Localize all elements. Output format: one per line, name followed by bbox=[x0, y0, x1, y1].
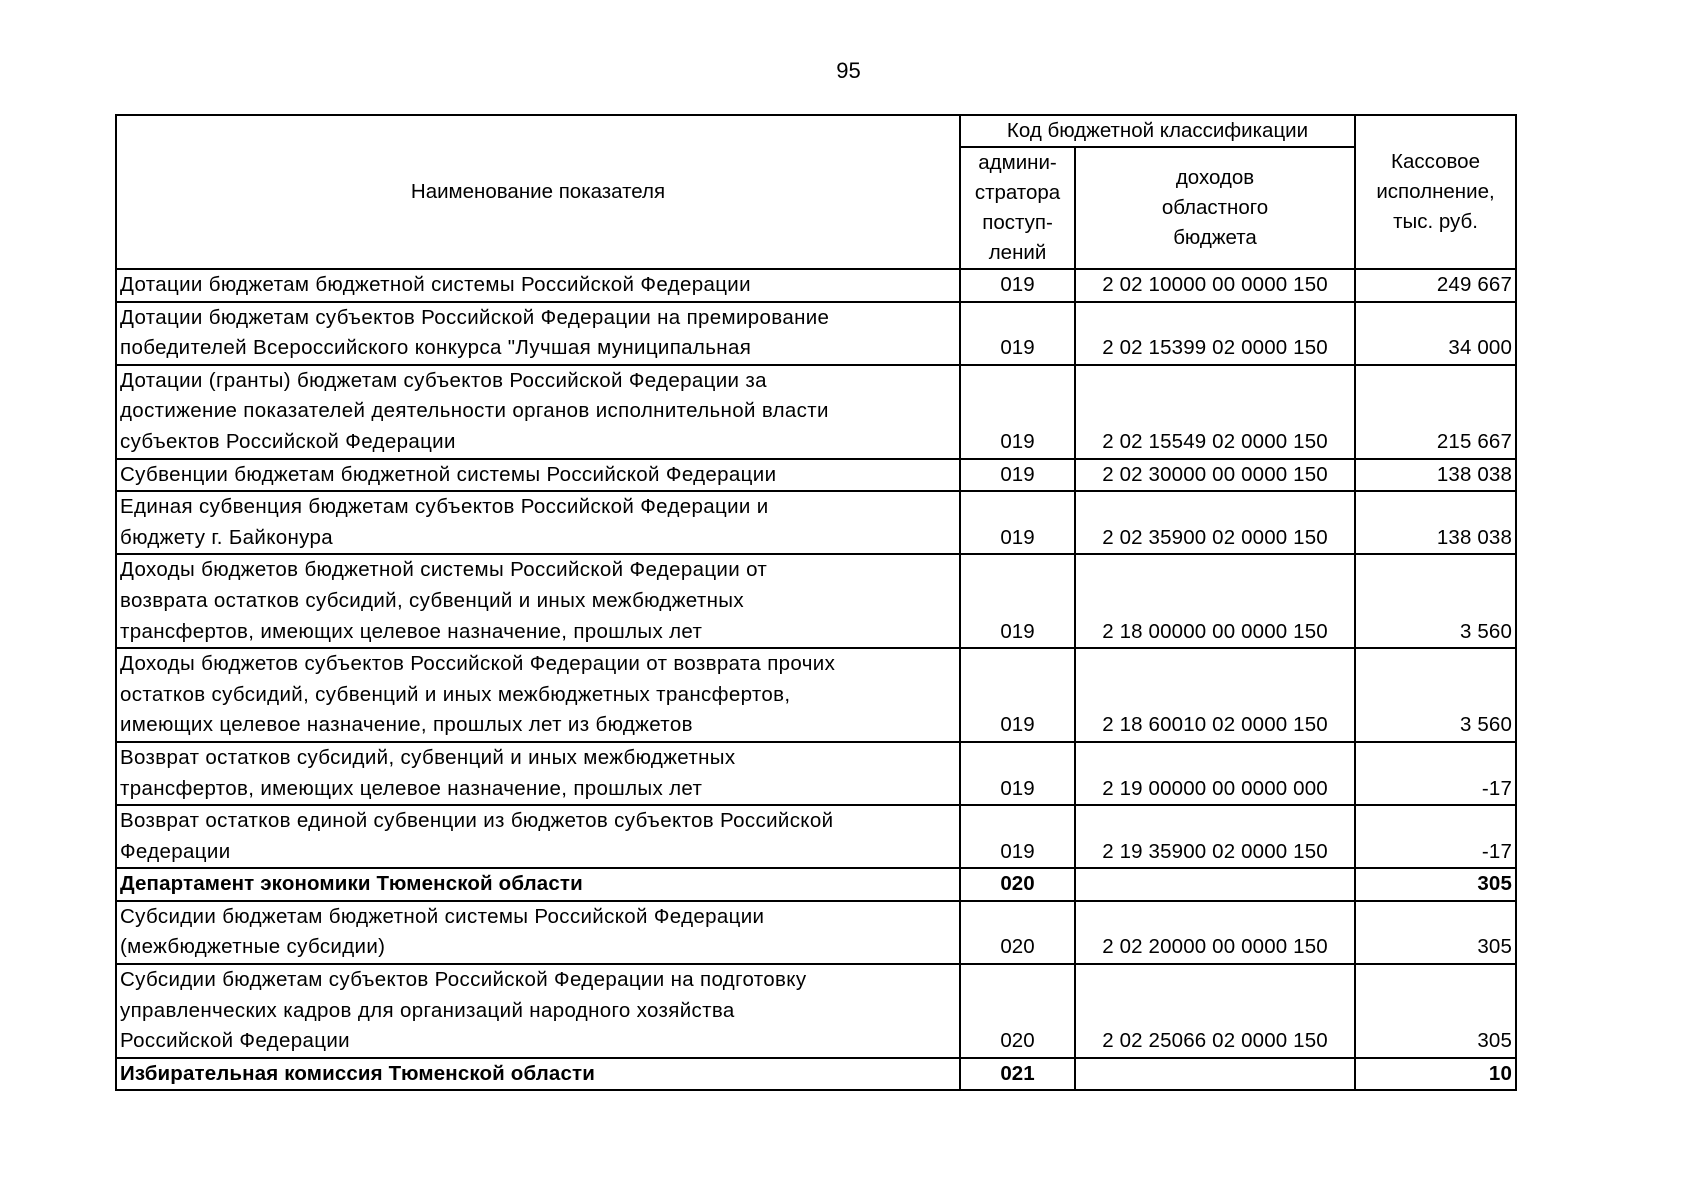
table-row bbox=[116, 302, 1516, 365]
table-row bbox=[116, 901, 1516, 964]
row-sum: 215 667 bbox=[1355, 365, 1516, 459]
row-admin-code: 021 bbox=[960, 1058, 1075, 1091]
header-admin bbox=[960, 147, 1075, 269]
row-name bbox=[116, 742, 960, 805]
row-name bbox=[116, 365, 960, 459]
row-name-line: Субсидии бюджетам субъектов Российской Федерации на подготовку bbox=[120, 968, 807, 992]
row-income-code: 2 18 00000 00 0000 150 bbox=[1075, 554, 1355, 648]
table-row bbox=[116, 964, 1516, 1058]
row-name-line: управленческих кадров для организаций народного хозяйства bbox=[120, 998, 735, 1022]
row-admin-code: 019 bbox=[960, 554, 1075, 648]
table-row bbox=[116, 648, 1516, 742]
row-name-line: трансфертов, имеющих целевое назначение, прошлых лет bbox=[120, 619, 703, 643]
header-admin-line: поступ- bbox=[982, 211, 1053, 234]
table-row bbox=[116, 1058, 1516, 1091]
row-name-line: Возврат остатков единой субвенции из бюджетов субъектов Российской bbox=[120, 809, 834, 833]
header-code-group: Код бюджетной классификации bbox=[960, 115, 1355, 147]
header-sum-line: Кассовое bbox=[1391, 150, 1480, 173]
table-row bbox=[116, 269, 1516, 302]
row-name-line: Дотации бюджетам бюджетной системы Российской Федерации bbox=[120, 273, 751, 296]
row-income-code: 2 18 60010 02 0000 150 bbox=[1075, 648, 1355, 742]
row-name-line: Федерации bbox=[120, 839, 231, 863]
header-income bbox=[1075, 147, 1355, 269]
row-name-line: Дотации (гранты) бюджетам субъектов Российской Федерации за bbox=[120, 368, 767, 392]
row-income-code: 2 02 35900 02 0000 150 bbox=[1075, 491, 1355, 554]
header-admin-line: лений bbox=[988, 241, 1047, 264]
page-number: 95 bbox=[836, 58, 861, 83]
row-name-line: Единая субвенция бюджетам субъектов Российской Федерации и bbox=[120, 495, 769, 519]
row-income-code: 2 02 30000 00 0000 150 bbox=[1075, 459, 1355, 492]
row-name bbox=[116, 269, 960, 302]
row-admin-code: 019 bbox=[960, 805, 1075, 868]
header-admin-line: стратора bbox=[974, 181, 1061, 204]
row-admin-code: 020 bbox=[960, 964, 1075, 1058]
row-admin-code: 019 bbox=[960, 459, 1075, 492]
header-admin-line: админи- bbox=[978, 151, 1057, 174]
row-name-line: субъектов Российской Федерации bbox=[120, 429, 456, 453]
table-row bbox=[116, 868, 1516, 901]
row-admin-code: 019 bbox=[960, 491, 1075, 554]
row-sum: 305 bbox=[1355, 901, 1516, 964]
row-sum: 34 000 bbox=[1355, 302, 1516, 365]
table-row bbox=[116, 491, 1516, 554]
row-admin-code: 020 bbox=[960, 868, 1075, 901]
header-income-line: бюджета bbox=[1173, 226, 1257, 249]
row-name bbox=[116, 302, 960, 365]
row-name bbox=[116, 1058, 960, 1091]
table-row bbox=[116, 459, 1516, 492]
row-sum: 138 038 bbox=[1355, 459, 1516, 492]
row-sum: -17 bbox=[1355, 742, 1516, 805]
row-name-line: Российской Федерации bbox=[120, 1029, 350, 1053]
row-name-line: Избирательная комиссия Тюменской области bbox=[120, 1061, 595, 1085]
header-sum-line: исполнение, bbox=[1376, 180, 1495, 203]
row-name-line: достижение показателей деятельности органов исполнительной власти bbox=[120, 399, 829, 423]
row-name bbox=[116, 648, 960, 742]
row-admin-code: 019 bbox=[960, 648, 1075, 742]
row-income-code: 2 02 25066 02 0000 150 bbox=[1075, 964, 1355, 1058]
row-name bbox=[116, 459, 960, 492]
header-sum bbox=[1355, 115, 1516, 269]
row-name-line: победителей Всероссийского конкурса "Лучшая муниципальная bbox=[120, 336, 752, 360]
row-income-code: 2 02 20000 00 0000 150 bbox=[1075, 901, 1355, 964]
row-name-line: бюджету г. Байконура bbox=[120, 525, 334, 549]
row-name-line: возврата остатков субсидий, субвенций и иных межбюджетных bbox=[120, 588, 744, 612]
table-header bbox=[116, 115, 1516, 269]
row-admin-code: 019 bbox=[960, 742, 1075, 805]
row-sum: 3 560 bbox=[1355, 554, 1516, 648]
header-income-line: областного bbox=[1161, 196, 1269, 219]
row-name bbox=[116, 554, 960, 648]
row-sum: 138 038 bbox=[1355, 491, 1516, 554]
row-admin-code: 019 bbox=[960, 302, 1075, 365]
header-sum-line: тыс. руб. bbox=[1393, 210, 1478, 233]
row-name bbox=[116, 491, 960, 554]
row-name-line: Дотации бюджетам субъектов Российской Федерации на премирование bbox=[120, 305, 830, 329]
row-name-line: Доходы бюджетов бюджетной системы Российской Федерации от bbox=[120, 558, 768, 582]
row-name bbox=[116, 805, 960, 868]
row-name-line: Департамент экономики Тюменской области bbox=[120, 872, 583, 896]
row-name-line: трансфертов, имеющих целевое назначение, прошлых лет bbox=[120, 776, 703, 800]
row-income-code: 2 02 15399 02 0000 150 bbox=[1075, 302, 1355, 365]
row-income-code: 2 19 00000 00 0000 000 bbox=[1075, 742, 1355, 805]
header-income-line: доходов bbox=[1175, 166, 1255, 189]
row-name-line: Субсидии бюджетам бюджетной системы Российской Федерации bbox=[120, 904, 765, 928]
header-row-1 bbox=[116, 115, 1516, 147]
budget-table bbox=[115, 114, 1517, 1091]
row-income-code: 2 02 10000 00 0000 150 bbox=[1075, 269, 1355, 302]
table-body bbox=[116, 269, 1516, 1090]
row-name-line: (межбюджетные субсидии) bbox=[120, 935, 386, 959]
row-admin-code: 019 bbox=[960, 365, 1075, 459]
table-row bbox=[116, 805, 1516, 868]
row-income-code: 2 19 35900 02 0000 150 bbox=[1075, 805, 1355, 868]
row-name-line: имеющих целевое назначение, прошлых лет из бюджетов bbox=[120, 713, 693, 737]
header-name: Наименование показателя bbox=[116, 115, 960, 269]
row-name-line: Возврат остатков субсидий, субвенций и иных межбюджетных bbox=[120, 745, 736, 769]
row-name bbox=[116, 964, 960, 1058]
row-sum: 3 560 bbox=[1355, 648, 1516, 742]
row-sum: 305 bbox=[1355, 868, 1516, 901]
row-name bbox=[116, 868, 960, 901]
row-income-code: 2 02 15549 02 0000 150 bbox=[1075, 365, 1355, 459]
table-row bbox=[116, 365, 1516, 459]
table-row bbox=[116, 742, 1516, 805]
table-row bbox=[116, 554, 1516, 648]
row-income-code bbox=[1075, 868, 1355, 901]
row-name-line: Субвенции бюджетам бюджетной системы Российской Федерации bbox=[120, 462, 777, 486]
row-sum: -17 bbox=[1355, 805, 1516, 868]
row-name bbox=[116, 901, 960, 964]
row-income-code bbox=[1075, 1058, 1355, 1091]
row-admin-code: 020 bbox=[960, 901, 1075, 964]
row-admin-code: 019 bbox=[960, 269, 1075, 302]
row-sum: 10 bbox=[1355, 1058, 1516, 1091]
row-name-line: Доходы бюджетов субъектов Российской Федерации от возврата прочих bbox=[120, 652, 836, 676]
row-sum: 249 667 bbox=[1355, 269, 1516, 302]
row-sum: 305 bbox=[1355, 964, 1516, 1058]
row-name-line: остатков субсидий, субвенций и иных межбюджетных трансфертов, bbox=[120, 682, 791, 706]
